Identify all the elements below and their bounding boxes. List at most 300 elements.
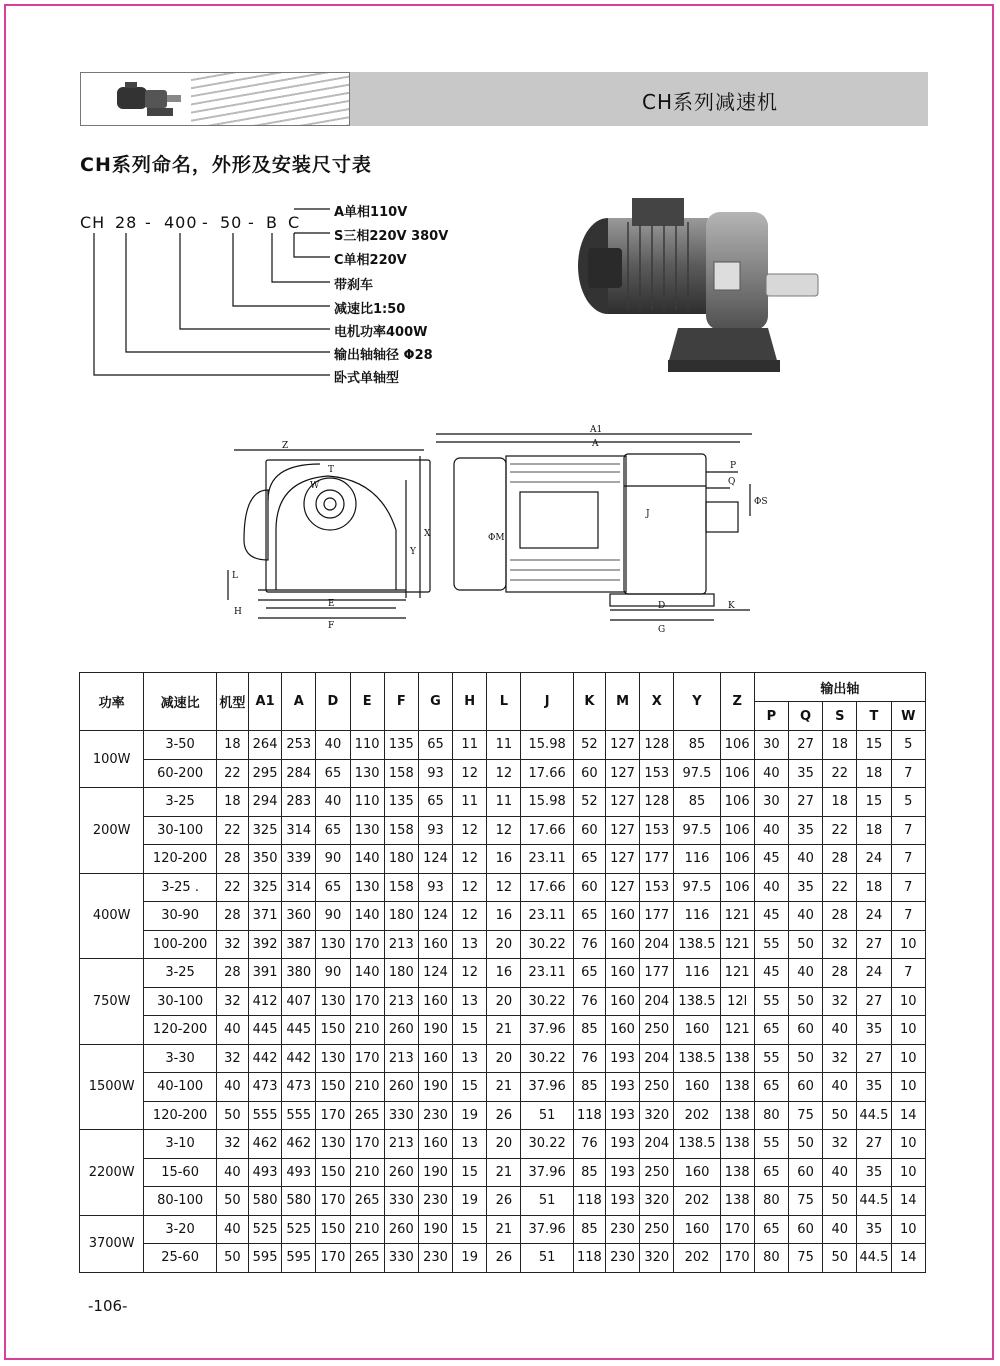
dim-label-w: W (310, 481, 320, 491)
table-cell: 60 (788, 1073, 822, 1102)
table-cell: 21 (487, 1016, 521, 1045)
table-cell: 14 (891, 1187, 925, 1216)
table-cell: 40 (316, 731, 350, 760)
label-shaft-diameter: 输出轴轴径 Φ28 (334, 348, 433, 363)
table-cell: 40 (216, 1016, 248, 1045)
table-cell: 387 (282, 930, 316, 959)
table-cell: 18 (857, 759, 891, 788)
dimension-drawing (220, 420, 780, 635)
header-14: X (640, 673, 674, 731)
table-cell: 3-50 (144, 731, 216, 760)
table-cell: 80 (754, 1244, 788, 1273)
table-cell: 7 (891, 873, 925, 902)
table-cell: 65 (754, 1215, 788, 1244)
gear-reducer-photo (568, 188, 830, 388)
table-cell: 26 (487, 1244, 521, 1273)
table-cell: 60 (788, 1215, 822, 1244)
table-cell: 85 (573, 1215, 605, 1244)
power-cell: 400W (80, 873, 144, 959)
table-cell: 12 (487, 816, 521, 845)
code-series: CH (80, 213, 106, 232)
table-cell: 35 (788, 816, 822, 845)
table-cell: 170 (720, 1215, 754, 1244)
table-cell: 21 (487, 1215, 521, 1244)
table-cell: 442 (248, 1044, 281, 1073)
table-cell: 18 (823, 731, 857, 760)
dim-label-d: D (658, 601, 666, 611)
table-cell: 462 (282, 1130, 316, 1159)
table-cell: 190 (418, 1016, 452, 1045)
table-cell: 170 (350, 1044, 384, 1073)
header-5: D (316, 673, 350, 731)
table-row (80, 1016, 926, 1045)
table-cell: 177 (640, 902, 674, 931)
header-16: Z (720, 673, 754, 731)
table-cell: 130 (316, 1044, 350, 1073)
table-cell: 40 (823, 1073, 857, 1102)
table-cell: 28 (823, 902, 857, 931)
table-cell: 18 (857, 816, 891, 845)
header-2: 机型 (216, 673, 248, 731)
table-cell: 21 (487, 1073, 521, 1102)
header-3: A1 (248, 673, 281, 731)
table-cell: 60-200 (144, 759, 216, 788)
table-row (80, 1073, 926, 1102)
table-cell: 153 (640, 759, 674, 788)
table-cell: 13 (453, 1130, 487, 1159)
table-cell: 65 (418, 788, 452, 817)
table-cell: 93 (418, 759, 452, 788)
table-cell: 50 (823, 1244, 857, 1273)
table-cell: 40 (823, 1158, 857, 1187)
table-cell: 15 (857, 731, 891, 760)
table-row (80, 759, 926, 788)
table-cell: 37.96 (521, 1016, 573, 1045)
table-cell: 11 (487, 788, 521, 817)
table-cell: 32 (823, 1044, 857, 1073)
table-cell: 35 (788, 873, 822, 902)
table-cell: 32 (216, 1044, 248, 1073)
table-cell: 11 (487, 731, 521, 760)
table-cell: 294 (248, 788, 281, 817)
table-cell: 90 (316, 845, 350, 874)
table-cell: 15-60 (144, 1158, 216, 1187)
table-cell: 170 (350, 987, 384, 1016)
table-cell: 127 (605, 731, 639, 760)
table-cell: 24 (857, 902, 891, 931)
table-cell: 12 (453, 902, 487, 931)
table-cell: 15 (453, 1215, 487, 1244)
table-cell: 121 (720, 959, 754, 988)
power-cell: 1500W (80, 1044, 144, 1130)
table-cell: 135 (384, 731, 418, 760)
table-cell: 32 (216, 1130, 248, 1159)
table-cell: 100-200 (144, 930, 216, 959)
table-cell: 32 (823, 987, 857, 1016)
table-cell: 13 (453, 1044, 487, 1073)
table-cell: 30.22 (521, 930, 573, 959)
table-cell: 442 (282, 1044, 316, 1073)
table-cell: 204 (640, 930, 674, 959)
label-motor-power: 电机功率400W (334, 325, 428, 340)
table-cell: 65 (316, 873, 350, 902)
table-cell: 11 (453, 788, 487, 817)
table-cell: 24 (857, 845, 891, 874)
dim-label-m: ΦM (488, 533, 505, 543)
table-cell: 65 (573, 902, 605, 931)
table-cell: 27 (857, 1044, 891, 1073)
table-cell: 138 (720, 1044, 754, 1073)
table-cell: 12 (487, 873, 521, 902)
table-cell: 190 (418, 1215, 452, 1244)
table-cell: 10 (891, 1073, 925, 1102)
table-cell: 193 (605, 1073, 639, 1102)
section-title: CH系列命名，外形及安装尺寸表 (80, 154, 372, 176)
header-8: G (418, 673, 452, 731)
table-cell: 18 (216, 731, 248, 760)
table-cell: 7 (891, 816, 925, 845)
table-cell: 128 (640, 731, 674, 760)
table-cell: 30 (754, 788, 788, 817)
table-cell: 16 (487, 902, 521, 931)
table-cell: 160 (605, 902, 639, 931)
table-cell: 135 (384, 788, 418, 817)
table-cell: 12l (720, 987, 754, 1016)
table-cell: 7 (891, 759, 925, 788)
table-cell: 11 (453, 731, 487, 760)
table-cell: 124 (418, 902, 452, 931)
table-cell: 180 (384, 959, 418, 988)
table-cell: 150 (316, 1016, 350, 1045)
table-cell: 30-100 (144, 987, 216, 1016)
table-cell: 16 (487, 845, 521, 874)
dim-label-p: P (730, 461, 737, 471)
table-cell: 60 (573, 816, 605, 845)
table-cell: 27 (857, 987, 891, 1016)
table-cell: 16 (487, 959, 521, 988)
table-cell: 473 (248, 1073, 281, 1102)
table-cell: 85 (573, 1016, 605, 1045)
table-cell: 320 (640, 1244, 674, 1273)
table-cell: 23.11 (521, 845, 573, 874)
dim-label-q: Q (728, 477, 736, 487)
table-cell: 160 (418, 930, 452, 959)
table-cell: 130 (350, 873, 384, 902)
dim-label-z: Z (282, 441, 289, 451)
table-cell: 40 (788, 959, 822, 988)
reducer-thumbnail-icon (111, 81, 191, 121)
table-cell: 65 (316, 816, 350, 845)
table-cell: 5 (891, 731, 925, 760)
table-cell: 407 (282, 987, 316, 1016)
table-cell: 230 (605, 1244, 639, 1273)
code-shaft: 28 (115, 213, 138, 232)
table-cell: 284 (282, 759, 316, 788)
table-cell: 265 (350, 1101, 384, 1130)
table-cell: 50 (216, 1101, 248, 1130)
table-cell: 35 (857, 1158, 891, 1187)
page-number: -106- (88, 1297, 128, 1315)
table-cell: 15 (857, 788, 891, 817)
table-cell: 50 (823, 1101, 857, 1130)
code-dash-2: - (202, 213, 209, 232)
table-cell: 160 (674, 1158, 720, 1187)
table-cell: 170 (316, 1101, 350, 1130)
table-row (80, 873, 926, 902)
table-cell: 250 (640, 1215, 674, 1244)
table-cell: 250 (640, 1158, 674, 1187)
table-cell: 55 (754, 1130, 788, 1159)
table-cell: 20 (487, 1130, 521, 1159)
table-cell: 80 (754, 1187, 788, 1216)
table-cell: 50 (788, 987, 822, 1016)
table-cell: 230 (605, 1215, 639, 1244)
table-cell: 260 (384, 1215, 418, 1244)
table-cell: 3-10 (144, 1130, 216, 1159)
table-cell: 325 (248, 816, 281, 845)
table-cell: 51 (521, 1244, 573, 1273)
table-cell: 93 (418, 816, 452, 845)
table-cell: 50 (216, 1244, 248, 1273)
table-cell: 160 (674, 1016, 720, 1045)
header-7: F (384, 673, 418, 731)
table-cell: 213 (384, 1130, 418, 1159)
table-cell: 330 (384, 1244, 418, 1273)
table-cell: 138 (720, 1073, 754, 1102)
table-row (80, 987, 926, 1016)
table-cell: 350 (248, 845, 281, 874)
table-cell: 138.5 (674, 930, 720, 959)
header-15: Y (674, 673, 720, 731)
table-cell: 45 (754, 959, 788, 988)
table-cell: 65 (754, 1016, 788, 1045)
table-cell: 124 (418, 845, 452, 874)
table-cell: 27 (857, 1130, 891, 1159)
table-cell: 445 (282, 1016, 316, 1045)
table-cell: 130 (316, 1130, 350, 1159)
table-cell: 65 (316, 759, 350, 788)
header-shaft-4: W (891, 702, 925, 731)
naming-diagram (80, 205, 500, 395)
table-cell: 170 (350, 1130, 384, 1159)
table-cell: 330 (384, 1187, 418, 1216)
table-cell: 35 (857, 1016, 891, 1045)
table-cell: 10 (891, 1016, 925, 1045)
table-cell: 21 (487, 1158, 521, 1187)
header-shaft-2: S (823, 702, 857, 731)
table-cell: 130 (316, 930, 350, 959)
table-cell: 106 (720, 759, 754, 788)
header-stripes (191, 73, 350, 125)
table-cell: 12 (453, 845, 487, 874)
table-cell: 28 (823, 845, 857, 874)
dim-label-g: G (658, 625, 666, 635)
table-cell: 35 (788, 759, 822, 788)
table-cell: 127 (605, 759, 639, 788)
table-cell: 140 (350, 902, 384, 931)
power-cell: 3700W (80, 1215, 144, 1272)
table-cell: 180 (384, 902, 418, 931)
table-cell: 190 (418, 1073, 452, 1102)
table-cell: 5 (891, 788, 925, 817)
table-cell: 204 (640, 987, 674, 1016)
table-cell: 37.96 (521, 1158, 573, 1187)
dim-label-h: H (234, 607, 242, 617)
table-cell: 90 (316, 959, 350, 988)
table-cell: 35 (857, 1073, 891, 1102)
power-cell: 200W (80, 788, 144, 874)
table-cell: 55 (754, 1044, 788, 1073)
table-cell: 55 (754, 930, 788, 959)
table-cell: 17.66 (521, 816, 573, 845)
table-cell: 97.5 (674, 816, 720, 845)
table-cell: 52 (573, 731, 605, 760)
table-cell: 40 (316, 788, 350, 817)
table-cell: 3-20 (144, 1215, 216, 1244)
table-cell: 555 (248, 1101, 281, 1130)
table-cell: 30-100 (144, 816, 216, 845)
header-9: H (453, 673, 487, 731)
table-cell: 127 (605, 845, 639, 874)
table-cell: 3-25 (144, 959, 216, 988)
table-cell: 150 (316, 1215, 350, 1244)
table-cell: 190 (418, 1158, 452, 1187)
table-row (80, 959, 926, 988)
dim-label-a1: A1 (590, 425, 603, 435)
code-power: 400 (164, 213, 198, 232)
table-cell: 18 (823, 788, 857, 817)
table-cell: 10 (891, 1130, 925, 1159)
table-cell: 50 (216, 1187, 248, 1216)
table-cell: 158 (384, 816, 418, 845)
dim-label-s: ΦS (754, 497, 768, 507)
table-cell: 10 (891, 1044, 925, 1073)
table-cell: 193 (605, 1044, 639, 1073)
table-cell: 116 (674, 902, 720, 931)
table-row (80, 731, 926, 760)
table-cell: 210 (350, 1073, 384, 1102)
table-cell: 17.66 (521, 759, 573, 788)
table-cell: 412 (248, 987, 281, 1016)
table-cell: 595 (282, 1244, 316, 1273)
table-cell: 193 (605, 1101, 639, 1130)
table-cell: 12 (487, 759, 521, 788)
table-cell: 127 (605, 873, 639, 902)
table-cell: 85 (573, 1073, 605, 1102)
table-cell: 65 (573, 845, 605, 874)
table-cell: 253 (282, 731, 316, 760)
table-cell: 106 (720, 873, 754, 902)
header-shaft-0: P (754, 702, 788, 731)
table-row (80, 1215, 926, 1244)
table-cell: 44.5 (857, 1101, 891, 1130)
table-cell: 51 (521, 1187, 573, 1216)
table-cell: 12 (453, 873, 487, 902)
power-cell: 100W (80, 731, 144, 788)
table-cell: 22 (823, 759, 857, 788)
table-cell: 75 (788, 1101, 822, 1130)
table-cell: 50 (823, 1187, 857, 1216)
table-cell: 160 (605, 930, 639, 959)
table-cell: 30-90 (144, 902, 216, 931)
table-cell: 295 (248, 759, 281, 788)
table-cell: 20 (487, 987, 521, 1016)
label-c-220v: C单相220V (334, 253, 407, 268)
dim-label-l: L (232, 571, 238, 581)
table-cell: 116 (674, 845, 720, 874)
table-row (80, 1187, 926, 1216)
table-cell: 27 (788, 788, 822, 817)
table-cell: 320 (640, 1187, 674, 1216)
table-cell: 202 (674, 1101, 720, 1130)
table-cell: 265 (350, 1244, 384, 1273)
table-cell: 93 (418, 873, 452, 902)
table-cell: 339 (282, 845, 316, 874)
table-cell: 360 (282, 902, 316, 931)
table-cell: 260 (384, 1073, 418, 1102)
table-cell: 32 (216, 930, 248, 959)
table-cell: 140 (350, 959, 384, 988)
table-cell: 76 (573, 930, 605, 959)
dim-label-a: A (592, 439, 599, 449)
table-cell: 60 (573, 759, 605, 788)
table-cell: 138 (720, 1158, 754, 1187)
table-cell: 158 (384, 759, 418, 788)
table-cell: 213 (384, 930, 418, 959)
table-cell: 25-60 (144, 1244, 216, 1273)
table-cell: 193 (605, 1158, 639, 1187)
table-cell: 65 (418, 731, 452, 760)
table-row (80, 1130, 926, 1159)
table-cell: 65 (754, 1158, 788, 1187)
label-a-110v: A单相110V (334, 205, 408, 220)
table-cell: 177 (640, 845, 674, 874)
table-cell: 160 (418, 1130, 452, 1159)
table-cell: 160 (605, 1016, 639, 1045)
table-cell: 380 (282, 959, 316, 988)
table-cell: 15.98 (521, 788, 573, 817)
table-cell: 121 (720, 902, 754, 931)
table-cell: 202 (674, 1244, 720, 1273)
table-cell: 110 (350, 731, 384, 760)
table-cell: 22 (216, 759, 248, 788)
table-cell: 85 (674, 788, 720, 817)
header-0: 功率 (80, 673, 144, 731)
table-cell: 250 (640, 1016, 674, 1045)
table-cell: 44.5 (857, 1187, 891, 1216)
table-cell: 7 (891, 845, 925, 874)
table-cell: 3-25 . (144, 873, 216, 902)
table-cell: 10 (891, 987, 925, 1016)
table-cell: 97.5 (674, 873, 720, 902)
table-cell: 202 (674, 1187, 720, 1216)
label-horizontal-single-shaft: 卧式单轴型 (334, 371, 400, 386)
dim-label-y: Y (410, 547, 416, 557)
table-cell: 230 (418, 1187, 452, 1216)
table-cell: 30.22 (521, 987, 573, 1016)
table-cell: 22 (823, 816, 857, 845)
table-header (80, 673, 926, 731)
table-cell: 15 (453, 1158, 487, 1187)
table-cell: 40 (216, 1215, 248, 1244)
table-cell: 138.5 (674, 987, 720, 1016)
table-cell: 110 (350, 788, 384, 817)
table-cell: 180 (384, 845, 418, 874)
table-cell: 23.11 (521, 959, 573, 988)
table-cell: 314 (282, 873, 316, 902)
table-cell: 35 (857, 1215, 891, 1244)
table-cell: 153 (640, 873, 674, 902)
